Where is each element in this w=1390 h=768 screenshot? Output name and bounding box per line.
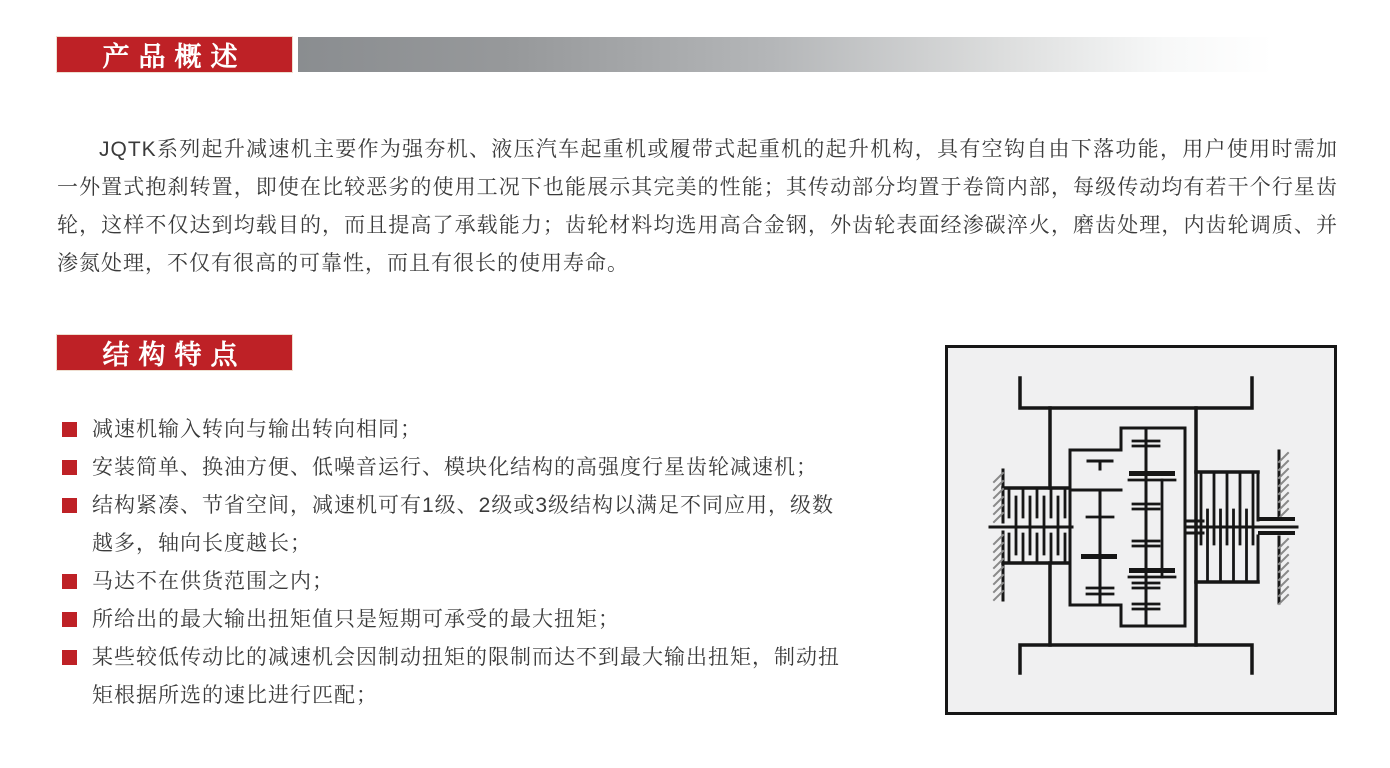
red-square-bullet-icon [62, 612, 77, 627]
list-item-text: 某些较低传动比的减速机会因制动扭矩的限制而达不到最大输出扭矩，制动扭矩根据所选的速比进行匹配； [92, 646, 840, 707]
gear-reducer-schematic-diagram [945, 345, 1337, 715]
features-list [57, 411, 917, 715]
list-item-text: 马达不在供货范围之内； [92, 570, 334, 593]
list-item-text: 所给出的最大输出扭矩值只是短期可承受的最大扭矩； [92, 608, 620, 631]
list-item [57, 487, 917, 563]
red-square-bullet-icon [62, 574, 77, 589]
red-square-bullet-icon [62, 498, 77, 513]
red-square-bullet-icon [62, 650, 77, 665]
section-heading-overview: 产品概述 [57, 37, 292, 72]
list-item [57, 639, 917, 715]
heading-gradient-bar [298, 37, 1283, 72]
section-heading-features: 结构特点 [57, 335, 292, 370]
list-item [57, 601, 917, 639]
list-item [57, 449, 917, 487]
list-item [57, 411, 917, 449]
red-square-bullet-icon [62, 422, 77, 437]
red-square-bullet-icon [62, 460, 77, 475]
list-item [57, 563, 917, 601]
list-item-text: 减速机输入转向与输出转向相同； [92, 418, 422, 441]
list-item-text: 安装简单、换油方便、低噪音运行、模块化结构的高强度行星齿轮减速机； [92, 456, 818, 479]
overview-paragraph: JQTK系列起升减速机主要作为强夯机、液压汽车起重机或履带式起重机的起升机构，具有空钩自由下落功能，用户使用时需加一外置式抱刹转置，即使在比较恶劣的使用工况下也能展示其完美的性能；其传动部分均置于卷筒内部，每级传动均有若干个行星齿轮，这样不仅达到均载目的，而且提高了承载能力；齿轮材料均选用高合金钢，外齿轮表面经渗碳淬火，磨齿处理，内齿轮调质、并渗氮处理，不仅有很高的可靠性，而且有很长的使用寿命。 [57, 138, 1338, 275]
planetary-gear-schematic-icon [945, 345, 1337, 715]
list-item-text: 结构紧凑、节省空间，减速机可有1级、2级或3级结构以满足不同应用，级数越多，轴向长度越长； [92, 494, 835, 555]
